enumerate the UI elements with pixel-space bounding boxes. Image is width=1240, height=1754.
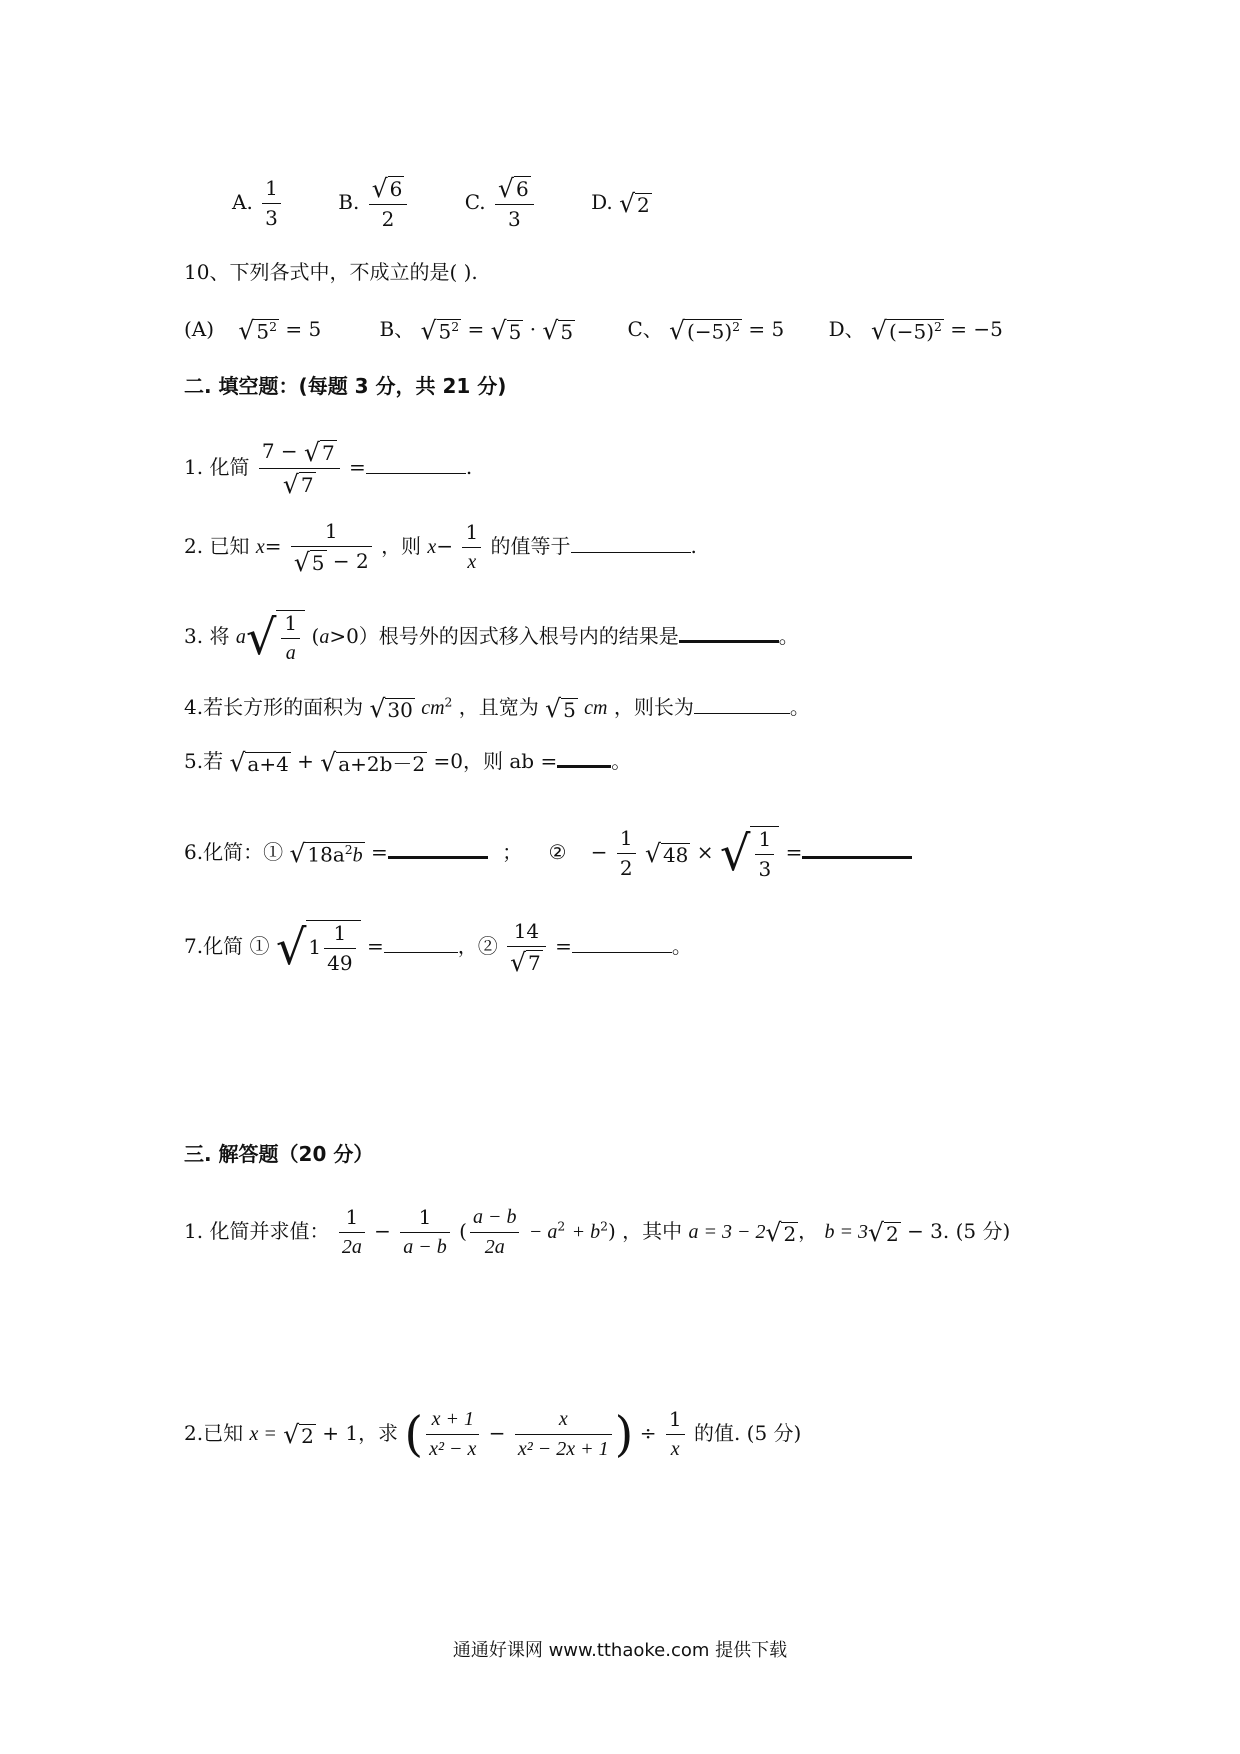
q10-option-b: B、 √ $5^2$ = √ 5 · √ 5: [379, 316, 574, 345]
page-footer: 通通好课网 www.tthaoke.com 提供下载: [452, 1640, 788, 1661]
section3-heading: 三. 解答题（20 分）: [184, 1142, 374, 1166]
q9-option-b: B. $\frac{√ 6}{2}$: [338, 176, 410, 231]
q10-option-c: C、 √ $(-5)^2 = 5$: [627, 316, 785, 345]
fill-q2: 2. 已知 x= $\frac{1}{√ 5 - 2}$ ，则 x− $\frac{1}{x}$ 的值等于 .: [184, 519, 697, 577]
solve-q2: 2.已知 x = √ 2 + 1，求 ( $\frac{x + 1}{\text{x² − x}}$ − $\frac{x}{\text{x² − 2x + 1}}$ ) ÷ $\frac{1}{x}$ 的值. (5 分): [184, 1406, 802, 1463]
fill-q4: 4.若长方形的面积为 √ 30 $cm^2$ ，且宽为 √ 5 cm ，则长为 。: [184, 694, 810, 723]
fill-q6-answer1-blank[interactable]: [388, 856, 488, 859]
q9-options: [232, 176, 652, 231]
fill-q7: 7.化简 ① √ 1 $\frac{1}{49}$ = ，② $\frac{14}{√ 7}$ = 。: [184, 919, 692, 977]
q10-stem: 10、下列各式中，不成立的是( ).: [184, 260, 478, 284]
q10-options: [184, 318, 1003, 343]
q9-option-d: D. √ 2: [591, 189, 650, 218]
fill-q1: 1. 化简 $\frac{7 - √ 7}{√ 7}$ = .: [184, 438, 473, 499]
fill-q3-answer-blank[interactable]: [679, 640, 779, 643]
fill-q7-answer2-blank[interactable]: [572, 952, 672, 953]
fill-q5-answer-blank[interactable]: [557, 765, 611, 768]
fill-q6: 6.化简：① √ $18a^2b$ = ； ② − $\frac{1}{2}$ √ 48 × √ $\frac{1}{3}$ =: [184, 826, 912, 881]
q9-option-c: C. $\frac{√ 6}{3}$: [465, 176, 537, 231]
fill-q3: 3. 将 a√ $\frac{1}{a}$ (a>0）根号外的因式移入根号内的结果是 。: [184, 609, 799, 666]
fill-q1-answer-blank[interactable]: [366, 473, 466, 474]
fill-q2-answer-blank[interactable]: [571, 552, 691, 553]
solve-q1: 1. 化简并求值： $\frac{1}{2a}$ − $\frac{1}{a - b}$ ( $\frac{a - b}{2a}$ − $a^2 + b^2$) ，其中 a = 3 − 2√ 2 ， b = 3√ 2 − 3. (5 分): [184, 1205, 1011, 1258]
section2-heading: 二. 填空题：(每题 3 分，共 21 分): [184, 374, 507, 398]
q10-option-d: D、 √ $(-5)^2 = -5$: [828, 316, 1003, 345]
fill-q6-answer2-blank[interactable]: [802, 856, 912, 859]
fill-q7-answer1-blank[interactable]: [384, 952, 458, 953]
fill-q4-answer-blank[interactable]: [694, 713, 790, 714]
q10-option-a: (A) √ $5^2 = 5$: [184, 316, 322, 345]
fill-q5: 5.若 √ a+4 + √ a+2b－2 =0，则 ab = 。: [184, 748, 632, 777]
q9-option-a: A. $\frac{1}{3}$: [232, 177, 284, 230]
